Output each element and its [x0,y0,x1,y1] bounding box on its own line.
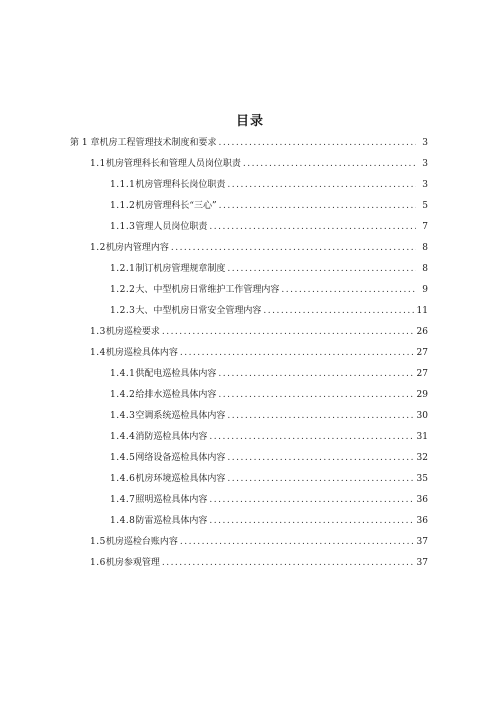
toc-entry[interactable] [0,322,500,343]
toc-entry[interactable] [0,301,500,322]
toc-entry-page-number: 36 [416,495,428,505]
toc-entry-number: 1.1.1 [110,180,136,190]
toc-entry-label: 给排水巡检具体内容 [135,390,217,400]
toc-entry-label: 大、中型机房日常维护工作管理内容 [135,285,280,295]
toc-entry-page-number: 7 [422,222,428,232]
toc-entry-page-number: 3 [422,180,428,190]
toc-entry-page-number: 3 [422,138,428,148]
dot-leader [227,175,416,196]
toc-entry-page-number: 37 [416,537,428,547]
toc-entry-label: 机房巡检要求 [105,327,160,337]
toc-entry-number: 1.4.7 [110,495,136,505]
toc-entry-page-number: 37 [416,558,428,568]
toc-entry-page-number: 32 [416,453,428,463]
toc-entry[interactable] [0,175,500,196]
toc-entry-label: 照明巡检具体内容 [135,495,208,505]
toc-entry[interactable] [0,196,500,217]
toc-entry-number: 1.2.3 [110,306,136,316]
dot-leader [180,343,415,364]
toc-entry[interactable] [0,490,500,511]
toc-entry[interactable] [0,511,500,532]
toc-entry-page-number: 11 [416,306,428,316]
dot-leader [209,490,414,511]
toc-entry-label: 管理人员岗位职责 [135,222,208,232]
toc-entry-page-number: 8 [422,243,428,253]
toc-entry-number: 1.4.2 [110,390,136,400]
dot-leader [218,133,416,154]
dot-leader [227,469,414,490]
toc-entry-page-number: 26 [416,327,428,337]
toc-entry-number: 1.1.2 [110,201,136,211]
toc-entry-page-number: 27 [416,369,428,379]
toc-entry-label: 机房参观管理 [105,558,160,568]
toc-entry-label: 机房管理科长岗位职责 [135,180,226,190]
dot-leader [218,364,414,385]
dot-leader [162,322,415,343]
toc-entry-number: 1.4.1 [110,369,136,379]
toc-entry[interactable] [0,532,500,553]
dot-leader [180,532,415,553]
toc-entry[interactable] [0,280,500,301]
dot-leader [171,238,416,259]
toc-entry[interactable] [0,217,500,238]
toc-entry-label: 消防巡检具体内容 [135,432,208,442]
toc-entry[interactable] [0,364,500,385]
dot-leader [209,427,414,448]
toc-entry[interactable] [0,154,500,175]
toc-entry-number: 1.4.6 [110,474,136,484]
toc-entry[interactable] [0,448,500,469]
dot-leader [227,448,414,469]
dot-leader [263,301,414,322]
toc-entry-number: 1.5 [90,537,106,547]
toc-entry[interactable] [0,427,500,448]
toc-entry[interactable] [0,133,500,154]
toc-entry-label: 机房管理科长和管理人员岗位职责 [105,159,241,169]
dot-leader [281,280,416,301]
dot-leader [162,553,415,574]
dot-leader [227,406,414,427]
toc-entry[interactable] [0,238,500,259]
toc-entry-page-number: 3 [422,159,428,169]
dot-leader [227,259,416,280]
toc-entry-number: 1.4.3 [110,411,136,421]
dot-leader [243,154,416,175]
toc-entry-label: 机房巡检具体内容 [105,348,178,358]
toc-entry-label: 网络设备巡检具体内容 [135,453,226,463]
toc-entry-label: 机房巡检台账内容 [105,537,178,547]
toc-entry-page-number: 29 [416,390,428,400]
toc-entry-number: 1.2 [90,243,106,253]
toc-entry-label: 机房环境巡检具体内容 [135,474,226,484]
dot-leader [209,217,416,238]
toc-entry-page-number: 27 [416,348,428,358]
toc-entry-number: 1.6 [90,558,106,568]
toc-entry-page-number: 31 [416,432,428,442]
toc-entry-label: 机房管理科长“三心” [135,201,217,211]
toc-entry-page-number: 35 [416,474,428,484]
toc-entry-number: 1.4 [90,348,106,358]
toc-entry-label: 第 1 章机房工程管理技术制度和要求 [70,138,217,148]
toc-entry-label: 机房内管理内容 [105,243,169,253]
toc-entry-page-number: 36 [416,516,428,526]
toc-entry[interactable] [0,343,500,364]
toc-entry-page-number: 30 [416,411,428,421]
toc-entry[interactable] [0,259,500,280]
toc-entry[interactable] [0,553,500,574]
toc-entry-label: 制订机房管理规章制度 [135,264,226,274]
toc-entry[interactable] [0,385,500,406]
toc-entry-number: 1.1.3 [110,222,136,232]
toc-entry-number: 1.3 [90,327,106,337]
toc-entry-label: 空调系统巡检具体内容 [135,411,226,421]
toc-entry-number: 1.1 [90,159,106,169]
dot-leader [218,385,414,406]
toc-entry[interactable] [0,469,500,490]
toc-entry-label: 供配电巡检具体内容 [135,369,217,379]
toc-entry-label: 大、中型机房日常安全管理内容 [135,306,262,316]
toc-entry-label: 防雷巡检具体内容 [135,516,208,526]
toc-entry-number: 1.4.8 [110,516,136,526]
toc-entry-number: 1.2.2 [110,285,136,295]
toc-entry-page-number: 9 [422,285,428,295]
toc-entry-page-number: 8 [422,264,428,274]
toc-entry[interactable] [0,406,500,427]
toc-entry-number: 1.4.4 [110,432,136,442]
toc-entry-number: 1.2.1 [110,264,136,274]
dot-leader [209,511,414,532]
toc-entry-page-number: 5 [422,201,428,211]
toc-title: 目录 [235,114,264,129]
table-of-contents [0,133,500,574]
dot-leader [219,196,416,217]
toc-entry-number: 1.4.5 [110,453,136,463]
